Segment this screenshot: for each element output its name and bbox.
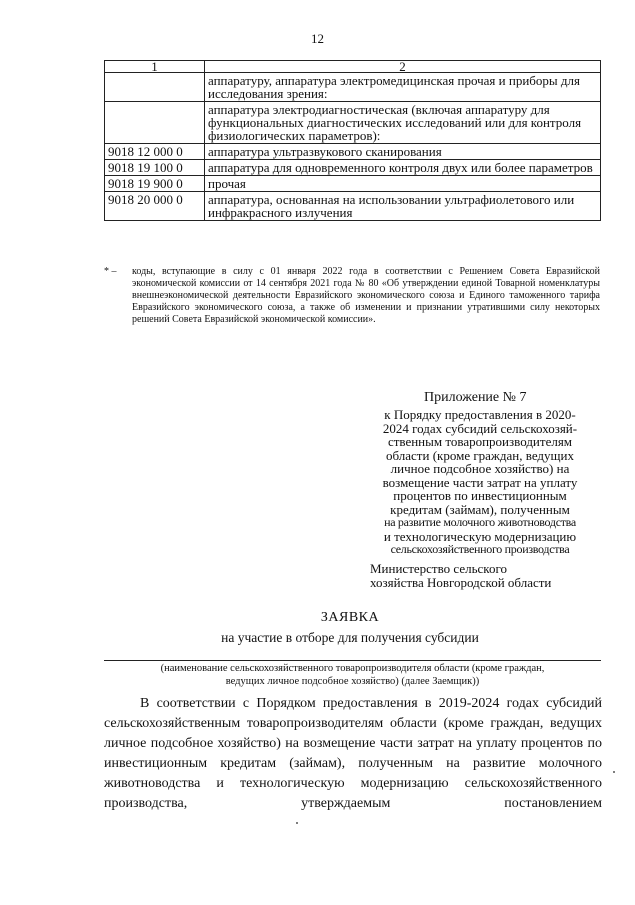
ministry-line-1: Министерство сельского (370, 561, 507, 576)
appendix-line: процентов по инвестиционным (393, 488, 567, 503)
appendix-line: возмещение части затрат на уплату (382, 474, 578, 490)
applicant-name-hint (104, 662, 601, 688)
page-number: 12 (311, 31, 324, 46)
appendix-line: 2024 годах субсидий сельскохозяй- (382, 420, 578, 436)
table-cell-code (105, 73, 205, 102)
column-header-description: 2 (205, 61, 601, 73)
application-subtitle: на участие в отборе для получения субсидии (221, 630, 479, 645)
table-cell-description: прочая (205, 176, 601, 192)
appendix-title: Приложение № 7 (424, 390, 527, 405)
table-cell-code: 9018 19 100 0 (105, 160, 205, 176)
application-body-text: В соответствии с Порядком предоставления в 2019-2024 годах субсидий сельскохозяйственным товаропроизводителям области (кроме граждан, ведущих личное подсобное хозяйство) на возмещение части затрат на уплату процентов по инвестиционным кредитам (займам), полученным на развитие молочного животноводства и технологическую модернизацию сельскохозяйственного производства, утверждаемым постановлением (104, 696, 602, 811)
table-cell-description: аппаратуру, аппаратура электромедицинская прочая и приборы для исследования зрения: (205, 73, 601, 102)
appendix-line: кредитам (займам), полученным (390, 501, 570, 517)
table-row (105, 73, 601, 102)
table-row (105, 192, 601, 221)
table-cell-description: аппаратура ультразвукового сканирования (205, 144, 601, 160)
scan-speck (613, 771, 615, 773)
table-row (105, 160, 601, 176)
footnote-text: коды, вступающие в силу с 01 января 2022 года в соответствии с Решением Совета Евразийской экономической комиссии от 14 сентября 2021 года № 80 «Об утверждении единой Товарной номенклатуры внешнеэкономической деятельности Евразийского экономического союза и Единого таможенного тарифа Евразийского экономического союза, а также об изменении и признании утратившими силу некоторых решений Совета Евразийской экономической комиссии». (132, 266, 600, 325)
addressee-ministry (370, 562, 590, 590)
appendix-line: личное подсобное хозяйство) на (390, 461, 570, 476)
appendix-line: сельскохозяйственного производства (390, 542, 570, 556)
appendix-line: ственным товаропроизводителям (387, 434, 573, 449)
table-cell-description: аппаратура для одновременного контроля двух или более параметров (205, 160, 601, 176)
table-cell-code (105, 102, 205, 144)
tariff-code-table (104, 60, 601, 221)
table-cell-code: 9018 12 000 0 (105, 144, 205, 160)
footnote-mark: * – (104, 266, 117, 277)
table-cell-description: аппаратура электродиагностическая (включая аппаратуру для функциональных диагностических исследований или для контроля физиологических параметров): (205, 102, 601, 144)
table-row (105, 176, 601, 192)
appendix-line: к Порядку предоставления в 2020- (384, 407, 576, 422)
table-row (105, 102, 601, 144)
hint-line-2: ведущих личное подсобное хозяйство) (далее Заемщик)) (225, 676, 480, 687)
application-body (104, 694, 602, 814)
appendix-reference (370, 408, 590, 557)
hint-line-1: (наименование сельскохозяйственного товаропроизводителя области (кроме граждан, (160, 663, 545, 674)
application-title: ЗАЯВКА (320, 610, 380, 625)
footnote (104, 266, 600, 326)
column-header-code: 1 (105, 61, 205, 73)
ministry-line-2: хозяйства Новгородской области (370, 575, 552, 590)
table-cell-description: аппаратура, основанная на использовании ультрафиолетового или инфракрасного излучения (205, 192, 601, 221)
table-header-row (105, 61, 601, 73)
appendix-line: на развитие молочного животноводства (384, 515, 576, 529)
scan-speck (296, 822, 298, 824)
appendix-line: и технологическую модернизацию (383, 528, 577, 544)
table-cell-code: 9018 19 900 0 (105, 176, 205, 192)
appendix-line: области (кроме граждан, ведущих (385, 447, 575, 463)
table-row (105, 144, 601, 160)
applicant-name-line (104, 660, 601, 661)
table-cell-code: 9018 20 000 0 (105, 192, 205, 221)
